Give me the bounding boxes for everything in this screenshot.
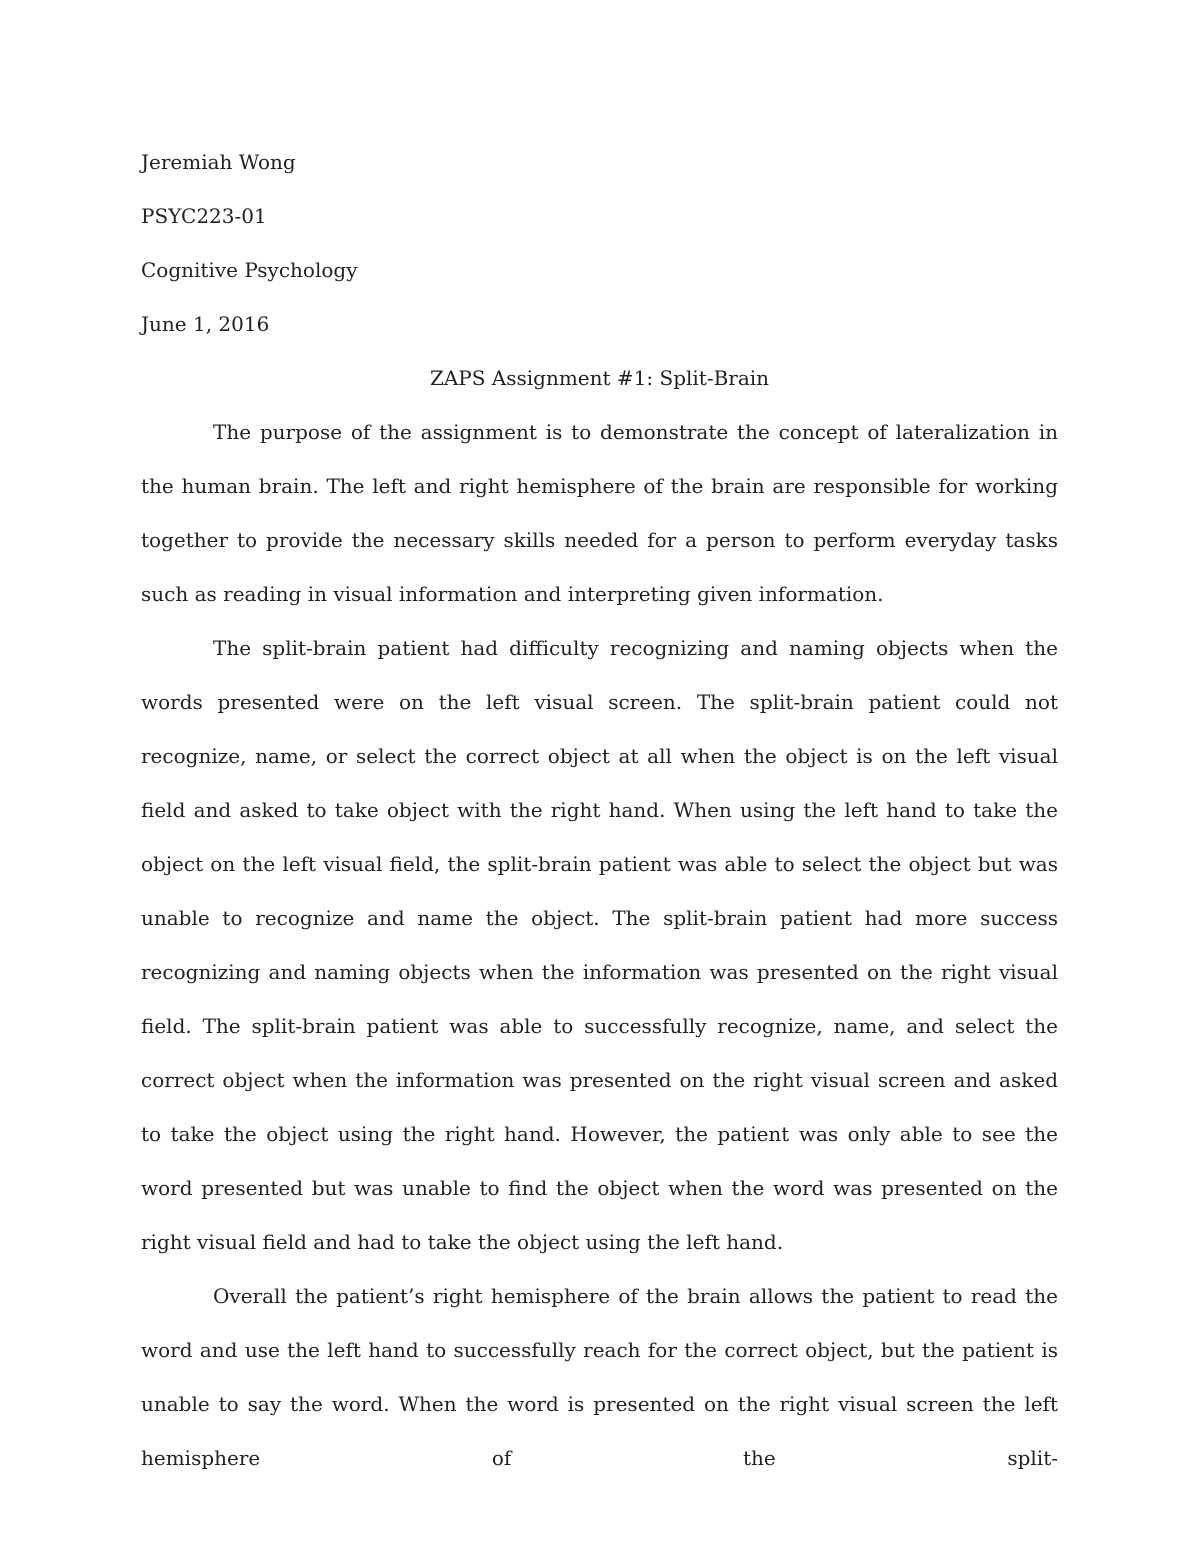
document-title: ZAPS Assignment #1: Split-Brain [429, 366, 770, 390]
paragraph-3: Overall the patient’s right hemisphere of the brain allows the patient to read the word and use the left hand to successfully reach for the correct object, but the patient is unable to say the word. When the word is presented on the right visual screen the left hemisphere of the split- [141, 1284, 1058, 1470]
course-code: PSYC223-01 [141, 204, 267, 228]
document-date: June 1, 2016 [141, 312, 270, 336]
paragraph-2: The split-brain patient had difficulty recognizing and naming objects when the words presented were on the left visual screen. The split-brain patient could not recognize, name, or select the correct object at all when the object is on the left visual field and asked to take object with the right hand. When using the left hand to take the object on the left visual field, the split-brain patient was able to select the object but was unable to recognize and name the object. The split-brain patient had more success recognizing and naming objects when the information was presented on the right visual field. The split-brain patient was able to successfully recognize, name, and select the correct object when the information was presented on the right visual screen and asked to take the object using the right hand. However, the patient was only able to see the word presented but was unable to find the object when the word was presented on the right visual field and had to take the object using the left hand. [141, 636, 1058, 1254]
document-body [141, 135, 1058, 1485]
paragraph-1: The purpose of the assignment is to demonstrate the concept of lateralization in the human brain. The left and right hemisphere of the brain are responsible for working together to provide the necessary skills needed for a person to perform everyday tasks such as reading in visual information and interpreting given information. [141, 420, 1058, 606]
author-name: Jeremiah Wong [141, 150, 296, 174]
course-name: Cognitive Psychology [141, 258, 358, 282]
